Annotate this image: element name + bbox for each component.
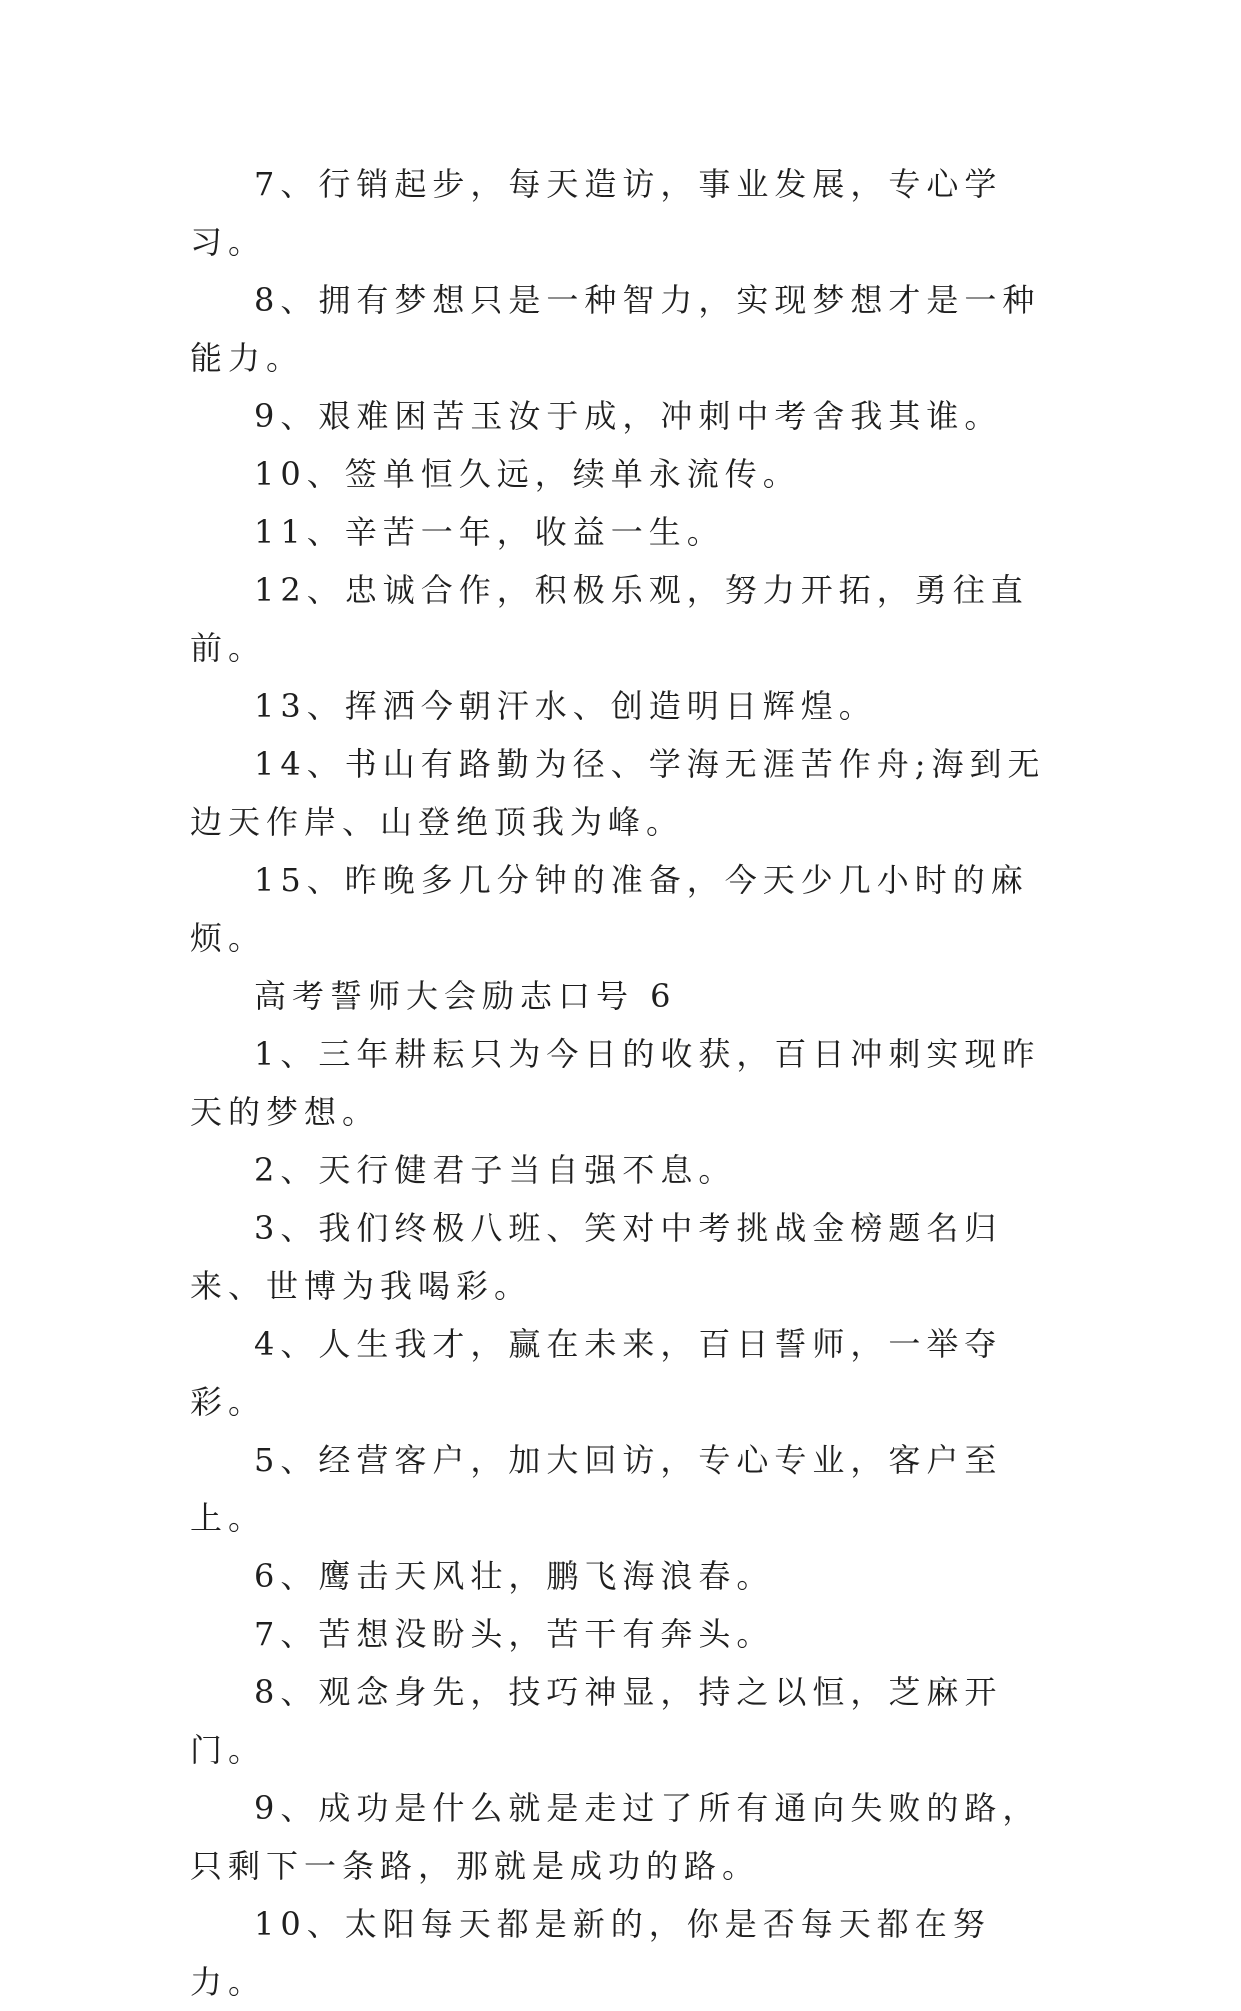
list-item: 15、昨晚多几分钟的准备，今天少几小时的麻烦。 bbox=[190, 861, 1029, 957]
list-item: 7、苦想没盼头，苦干有奔头。 bbox=[254, 1615, 775, 1653]
list-item: 9、艰难困苦玉汝于成，冲刺中考舍我其谁。 bbox=[254, 397, 1003, 435]
list-item: 7、行销起步，每天造访，事业发展，专心学习。 bbox=[190, 165, 1003, 261]
list-item: 13、挥洒今朝汗水、创造明日辉煌。 bbox=[254, 687, 877, 725]
list-item: 6、鹰击天风壮，鹏飞海浪春。 bbox=[254, 1557, 775, 1595]
list-item: 12、忠诚合作，积极乐观，努力开拓，勇往直前。 bbox=[190, 571, 1029, 667]
list-item: 14、书山有路勤为径、学海无涯苦作舟;海到无边天作岸、山登绝顶我为峰。 bbox=[190, 745, 1046, 841]
list-item: 4、人生我才，赢在未来，百日誓师，一举夺彩。 bbox=[190, 1325, 1003, 1421]
list-item: 9、成功是什么就是走过了所有通向失败的路，只剩下一条路，那就是成功的路。 bbox=[190, 1789, 1041, 1885]
list-item: 8、拥有梦想只是一种智力，实现梦想才是一种能力。 bbox=[190, 281, 1041, 377]
list-item: 2、天行健君子当自强不息。 bbox=[254, 1151, 737, 1189]
list-item: 1、三年耕耘只为今日的收获，百日冲刺实现昨天的梦想。 bbox=[190, 1035, 1041, 1131]
list-item: 10、太阳每天都是新的，你是否每天都在努力。 bbox=[190, 1905, 991, 2001]
section-heading: 高考誓师大会励志口号 6 bbox=[254, 977, 677, 1015]
list-item: 10、签单恒久远，续单永流传。 bbox=[254, 455, 801, 493]
document-body bbox=[190, 155, 1060, 2011]
list-item: 3、我们终极八班、笑对中考挑战金榜题名归来、世博为我喝彩。 bbox=[190, 1209, 1003, 1305]
list-item: 8、观念身先，技巧神显，持之以恒，芝麻开门。 bbox=[190, 1673, 1003, 1769]
list-item: 11、辛苦一年，收益一生。 bbox=[254, 513, 725, 551]
list-item: 5、经营客户，加大回访，专心专业，客户至上。 bbox=[190, 1441, 1003, 1537]
